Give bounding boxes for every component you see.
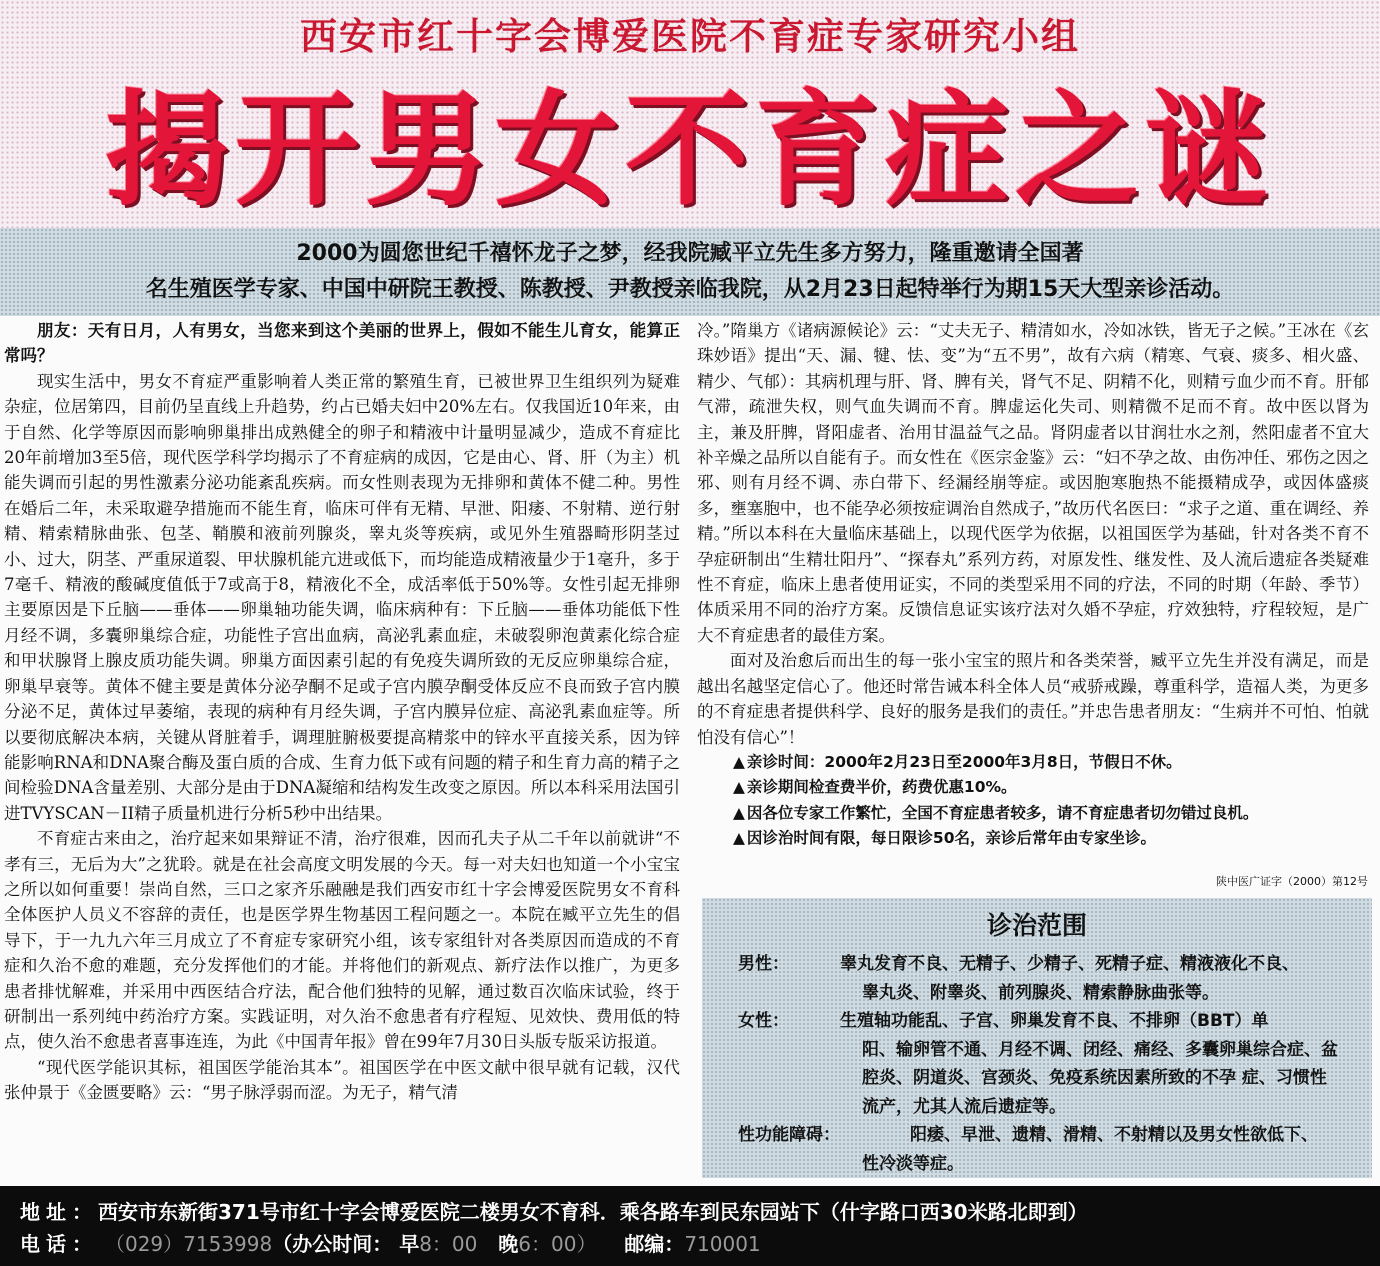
body-paragraph: 不育症古来由之，治疗起来如果辩证不清，治疗很难，因而孔夫子从二千年以前就讲“不孝有三，无后为大”之犹聆。就是在社会高度文明发展的今天。每一对夫妇也知道一个小宝宝之所以如何重要！崇尚自然，三口之家齐乐融融是我们西安市红十字会博爱医院男女不育科全体医护人员义不容辞的责任，也是医学界生物基因工程问题之一。本院在臧平立先生的倡导下，于一九九六年三月成立了不育症专家研究小组，该专家组针对各类原因而造成的不育症和久治不愈的难题，充分发挥他们的才能。并将他们的新观点、新疗法作以推广，为更多患者排忧解难，并采用中西医结合疗法，配合他们独特的见解，通过数百次临床试验，终于研制出一系列纯中药治疗方案。实践证明，对久治不愈患者有疗程短、见效快、费用低的特点，使久治不愈患者喜事连连，为此《中国青年报》曾在99年7月30日头版专版采访报道。	[4, 829, 680, 1052]
banner-line-1: 2000为圆您世纪千禧怀龙子之梦，经我院臧平立先生多方努力，隆重邀请全国著	[296, 241, 1084, 266]
phone-label: 电话：	[20, 1232, 98, 1256]
triangle-icon: ▲	[733, 752, 745, 771]
treatment-scope-box: 诊治范围 男性： 睾丸发育不良、无精子、少精子、死精子症、精液液化不良、 睾丸炎、附睾炎、前列腺炎、精索静脉曲张等。 女性： 生殖轴功能乱、子宫、卵巢发育不良、不排卵（BBT）单 阳、输卵管不通、月经不调、闭经、痛经、多囊卵巢综合症、盆 腔炎、阴道炎、宫颈炎、免疫系统因素所致的不孕 症、习惯性 流产，尤其人流后遗症等。 性功能障碍： 阳痿、早泄、遗精、滑精、不射精以及男女性欲低下、 性冷淡等症。	[702, 898, 1372, 1178]
scope-sexual-label: 性功能障碍：	[738, 1125, 840, 1145]
postcode-label: 邮编：	[624, 1232, 685, 1256]
right-column	[697, 318, 1369, 852]
address: 西安市东新街371号市红十字会博爱医院二楼男女不育科．乘各路车到民东园站下（什字路口西30米路北即到）	[98, 1200, 1088, 1224]
scope-female: 女性： 生殖轴功能乱、子宫、卵巢发育不良、不排卵（BBT）单	[702, 1007, 1372, 1036]
contact-footer	[0, 1186, 1380, 1266]
evening-label: 晚	[498, 1232, 519, 1256]
scope-sexual-dysfunction: 性功能障碍： 阳痿、早泄、遗精、滑精、不射精以及男女性欲低下、	[702, 1121, 1372, 1150]
bullet-item: ▲ 亲诊时间：2000年2月23日至2000年3月8日，节假日不休。	[697, 750, 1369, 775]
scope-male-label: 男性：	[738, 954, 789, 974]
institution-name: 西安市红十字会博爱医院不育症专家研究小组	[300, 15, 1080, 58]
bullet-item: ▲ 因诊治时间有限，每日限诊50名，亲诊后常年由专家坐诊。	[697, 826, 1369, 851]
headline: 揭开男女不育症之谜	[104, 79, 1275, 223]
body-paragraph: 冷。”隋巢方《诸病源候论》云：“丈夫无子、精清如水，冷如冰铁，皆无子之候。”王冰在《玄珠妙语》提出“天、漏、犍、怯、变”为“五不男”，故有六病（精寒、气衰、痰多、相火盛、精少、气郁）：其病机理与肝、肾、脾有关，肾气不足、阴精不化，则精亏血少而不育。肝郁气滞，疏泄失权，则气血失调而不育。脾虚运化失司、则精微不足而不育。故中医以肾为主，兼及肝脾，肾阳虚者、治用甘温益气之品。肾阴虚者以甘润壮水之剂，然阳虚者不宜大补辛燥之品所以自能有子。而女性在《医宗金鉴》云：“妇不孕之故、由伤冲任、邪伤之因之邪、则有月经不调、赤白带下、经漏经崩等症。或因胞寒胞热不能摄精成孕，或因体盛痰多，壅塞胞中，也不能孕必须按症调治自然成子，”故历代名医曰：“求子之道、重在调经、养精。”所以本科在大量临床基础上，以现代医学为依据，以祖国医学为基础，针对各类不育不孕症研制出“生精壮阳丹”、“探春丸”系列方药，对原发性、继发性、及人流后遗症各类疑难性不育症，临床上患者使用证实，不同的类型采用不同的疗法，不同的时期（年龄、季节）体质采用不同的治疗方案。反馈信息证实该疗法对久婚不孕症，疗效独特，疗程较短，是广大不育症患者的最佳方案。	[697, 321, 1369, 645]
body-paragraph: “现代医学能识其标，祖国医学能治其本”。祖国医学在中医文献中很早就有记载，汉代张仲景于《金匮要略》云：“男子脉浮弱而涩。为无子，精气清	[4, 1057, 680, 1103]
body-paragraph: 现实生活中，男女不育症严重影响着人类正常的繁殖生育，已被世界卫生组织列为疑难杂症，位居第四，目前仍呈直线上升趋势，约占已婚夫妇中20%左右。仅我国近10年来，由于自然、化学等原因而影响卵巢排出成熟健全的卵子和精液中计量明显减少，造成不育症比20年前增加3至5倍，现代医学科学均揭示了不育症病的成因，它是由心、肾、肝（为主）机能失调而引起的男性激素分泌功能紊乱疾病。而女性则表现为无排卵和黄体不健二种。男性在婚后二年，未采取避孕措施而不能生育，临床可伴有无精、早泄、阳痿、不射精、逆行射精、精索精脉曲张、包茎、鞘膜和液前列腺炎，睾丸炎等疾病，或见外生殖器畸形阴茎过小、过大，阴茎、严重尿道裂、甲状腺机能亢进或低下，而均能造成精液量少于1毫升，多于7毫千、精液的酸碱度值低于7或高于8，精液化不全，成活率低于50%等。女性引起无排卵主要原因是下丘脑——垂体——卵巢轴功能失调，临床病种有：下丘脑——垂体功能低下性月经不调，多囊卵巢综合症，功能性子宫出血病，高泌乳素血症，未破裂卵泡黄素化综合症和甲状腺肾上腺皮质功能失调。卵巢方面因素引起的有免疫失调所致的无反应卵巢综合症，卵巢早衰等。黄体不健主要是黄体分泌孕酮不足或子宫内膜孕酮受体反应不良而致子宫内膜分泌不足，黄体过早萎缩，表现的病种有月经失调，子宫内膜异位症、高泌乳素血症等。所以要彻底解决本病，关键从肾脏着手，调理脏腑极要提高精浆中的锌水平直接关系，因为锌能影响RNA和DNA聚合酶及蛋白质的合成、生育力低下或有问题的精子和生育力高的精子之间检验DNA含量差别、大部分是由于DNA凝缩和结构发生改变之原因。所以本科采用法国引进TVYSCAN－II精子质量机进行分析5秒中出结果。	[4, 371, 680, 823]
scope-title: 诊治范围	[986, 911, 1087, 940]
masthead	[0, 0, 1380, 228]
left-column	[4, 318, 680, 1106]
morning-label: 早	[399, 1232, 420, 1256]
postcode: 710001	[684, 1232, 761, 1256]
phone-number: （029）7153998	[104, 1232, 273, 1256]
lead-paragraph: 朋友：天有日月，人有男女，当您来到这个美丽的世界上，假如不能生儿育女，能算正常吗？	[4, 321, 680, 366]
morning-time: 8：00	[419, 1232, 478, 1256]
body-paragraph: 面对及治愈后而出生的每一张小宝宝的照片和各类荣誉，臧平立先生并没有满足，而是越出名越坚定信心了。他还时常告诫本科全体人员“戒骄戒躁，尊重科学，造福人类，为更多的不育症患者提供科学、良好的服务是我们的责任。”并忠告患者朋友：“生病并不可怕、怕就怕没有信心”！	[697, 651, 1369, 747]
ad-certificate-number: 陕中医广证字（2000）第12号	[1216, 875, 1368, 888]
scope-female-label: 女性：	[738, 1011, 789, 1031]
evening-time: 6：00）	[518, 1232, 597, 1256]
triangle-icon: ▲	[733, 829, 745, 848]
scope-male: 男性： 睾丸发育不良、无精子、少精子、死精子症、精液液化不良、	[702, 950, 1372, 979]
bullet-item: ▲ 因各位专家工作繁忙，全国不育症患者较多，请不育症患者切勿错过良机。	[697, 801, 1369, 826]
triangle-icon: ▲	[733, 803, 745, 822]
address-label: 地址：	[20, 1200, 98, 1224]
banner-line-2: 名生殖医学专家、中国中研院王教授、陈教授、尹教授亲临我院，从2月23日起特举行为期15天大型亲诊活动。	[145, 277, 1235, 302]
bullet-item: ▲ 亲诊期间检查费半价，药费优惠10%。	[697, 775, 1369, 800]
announcement-banner	[0, 228, 1380, 316]
hours-label: （办公时间：	[272, 1232, 393, 1256]
triangle-icon: ▲	[733, 778, 745, 797]
